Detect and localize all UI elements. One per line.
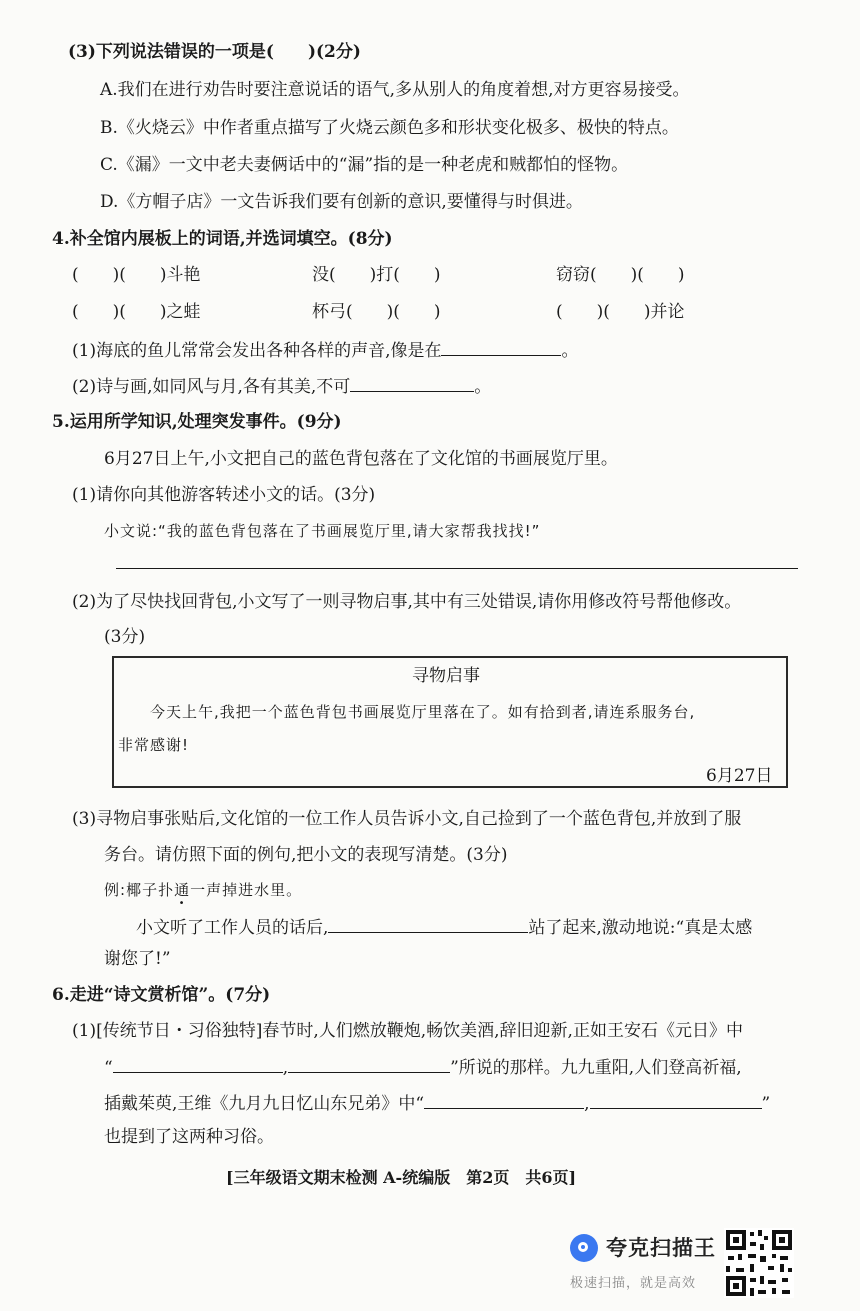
lost-notice-title: 寻物启事 <box>412 666 480 686</box>
q5-example-dotted: 扑通一 <box>158 881 207 899</box>
lost-notice-body-1: 今天上午,我把一个蓝色背包书画展览厅里落在了。如有拾到者,请连系服务台, <box>150 703 696 721</box>
q6-line-3 <box>104 1090 770 1116</box>
q4-s2-blank[interactable] <box>350 373 474 392</box>
q6-l2-open: “ <box>104 1058 113 1078</box>
q5-part-3-line-1: (3)寻物启事张贴后,文化馆的一位工作人员告诉小文,自己捡到了一个蓝色背包,并放到了服 <box>72 809 742 829</box>
q4-sentence-1 <box>72 337 578 363</box>
q3-option-a: A.我们在进行劝告时要注意说话的语气,多从别人的角度着想,对方更容易接受。 <box>100 80 690 100</box>
q6-line-1: (1)[传统节日・习俗独特]春节时,人们燃放鞭炮,畅饮美酒,辞旧迎新,正如王安石《元日》中 <box>72 1021 743 1041</box>
q5-fill-blank[interactable] <box>328 914 528 933</box>
q6-blank-2[interactable] <box>288 1054 450 1073</box>
q5-part-1-answer-line[interactable] <box>116 568 798 569</box>
q6-blank-4[interactable] <box>590 1090 762 1109</box>
q4-sentence-2 <box>72 373 491 399</box>
q6-line-4: 也提到了这两种习俗。 <box>104 1127 274 1147</box>
q4-s2-end: 。 <box>474 377 492 397</box>
lost-notice-date: 6月27日 <box>706 766 773 786</box>
q5-example-b: 声掉进水里。 <box>206 881 303 899</box>
q5-context: 6月27日上午,小文把自己的蓝色背包落在了文化馆的书画展览厅里。 <box>104 449 618 469</box>
q3-option-c: C.《漏》一文中老夫妻俩话中的“漏”指的是一种老虎和贼都怕的怪物。 <box>100 155 629 175</box>
q6-l3-close: ” <box>761 1094 771 1114</box>
quark-logo-icon <box>570 1234 598 1262</box>
q4-word-3: 窃窃( )( ) <box>556 265 685 285</box>
q5-part-2-score: (3分) <box>104 627 146 647</box>
q5-example-label: 例: <box>104 881 127 899</box>
q6-l3-comma: , <box>584 1094 590 1114</box>
q6-l2-comma: , <box>282 1058 289 1078</box>
q5-part-1: (1)请你向其他游客转述小文的话。(3分) <box>72 485 376 505</box>
q6-l2-close: ”所说的那样。九九重阳,人们登高祈福, <box>450 1058 742 1078</box>
q4-s2-text: (2)诗与画,如同风与月,各有其美,不可 <box>72 377 351 397</box>
q3-option-b: B.《火烧云》中作者重点描写了火烧云颜色多和形状变化极多、极快的特点。 <box>100 118 679 138</box>
q5-fill-b: 站了起来,激动地说:“真是太感 <box>528 918 753 938</box>
q3-stem: (3)下列说法错误的一项是( )(2分) <box>68 42 361 62</box>
lost-notice-body-2: 非常感谢! <box>118 736 190 754</box>
q4-word-4: ( )( )之蛙 <box>72 302 201 322</box>
q5-part-3-fill <box>136 914 752 940</box>
q5-part-3-fill-end: 谢您了!” <box>104 949 171 969</box>
q5-fill-a: 小文听了工作人员的话后, <box>136 918 329 938</box>
q6-line-2 <box>104 1054 742 1080</box>
brand-name: 夸克扫描王 <box>606 1236 716 1260</box>
q5-part-2: (2)为了尽快找回背包,小文写了一则寻物启事,其中有三处错误,请你用修改符号帮他修改。 <box>72 592 742 612</box>
qr-code-icon <box>724 1228 794 1298</box>
q4-word-6: ( )( )并论 <box>556 302 685 322</box>
q5-part-3-line-2: 务台。请仿照下面的例句,把小文的表现写清楚。(3分) <box>104 845 508 865</box>
q6-blank-1[interactable] <box>113 1054 283 1073</box>
q4-word-2: 没( )打( ) <box>312 265 441 285</box>
q4-title: 4.补全馆内展板上的词语,并选词填空。(8分) <box>52 229 393 249</box>
scanner-watermark <box>570 1228 720 1292</box>
q4-s1-blank[interactable] <box>441 337 561 356</box>
page-footer: [三年级语文期末检测 A-统编版 第2页 共6页] <box>226 1168 577 1187</box>
brand-slogan: 极速扫描，就是高效 <box>570 1276 697 1291</box>
q6-l3-text: 插戴茱萸,王维《九月九日忆山东兄弟》中“ <box>104 1094 425 1114</box>
q3-option-d: D.《方帽子店》一文告诉我们要有创新的意识,要懂得与时俱进。 <box>100 192 583 212</box>
q5-example <box>104 878 302 902</box>
lost-notice-box <box>112 656 788 788</box>
q5-part-1-quote: 小文说:“我的蓝色背包落在了书画展览厅里,请大家帮我找找!” <box>104 522 541 540</box>
q5-title: 5.运用所学知识,处理突发事件。(9分) <box>52 412 342 432</box>
q4-word-5: 杯弓( )( ) <box>312 302 441 322</box>
q6-blank-3[interactable] <box>424 1090 584 1109</box>
q5-example-a: 椰子 <box>126 881 159 899</box>
q4-s1-text: (1)海底的鱼儿常常会发出各种各样的声音,像是在 <box>72 341 442 361</box>
q4-s1-end: 。 <box>561 341 579 361</box>
q4-word-1: ( )( )斗艳 <box>72 265 201 285</box>
q6-title: 6.走进“诗文赏析馆”。(7分) <box>52 985 271 1005</box>
